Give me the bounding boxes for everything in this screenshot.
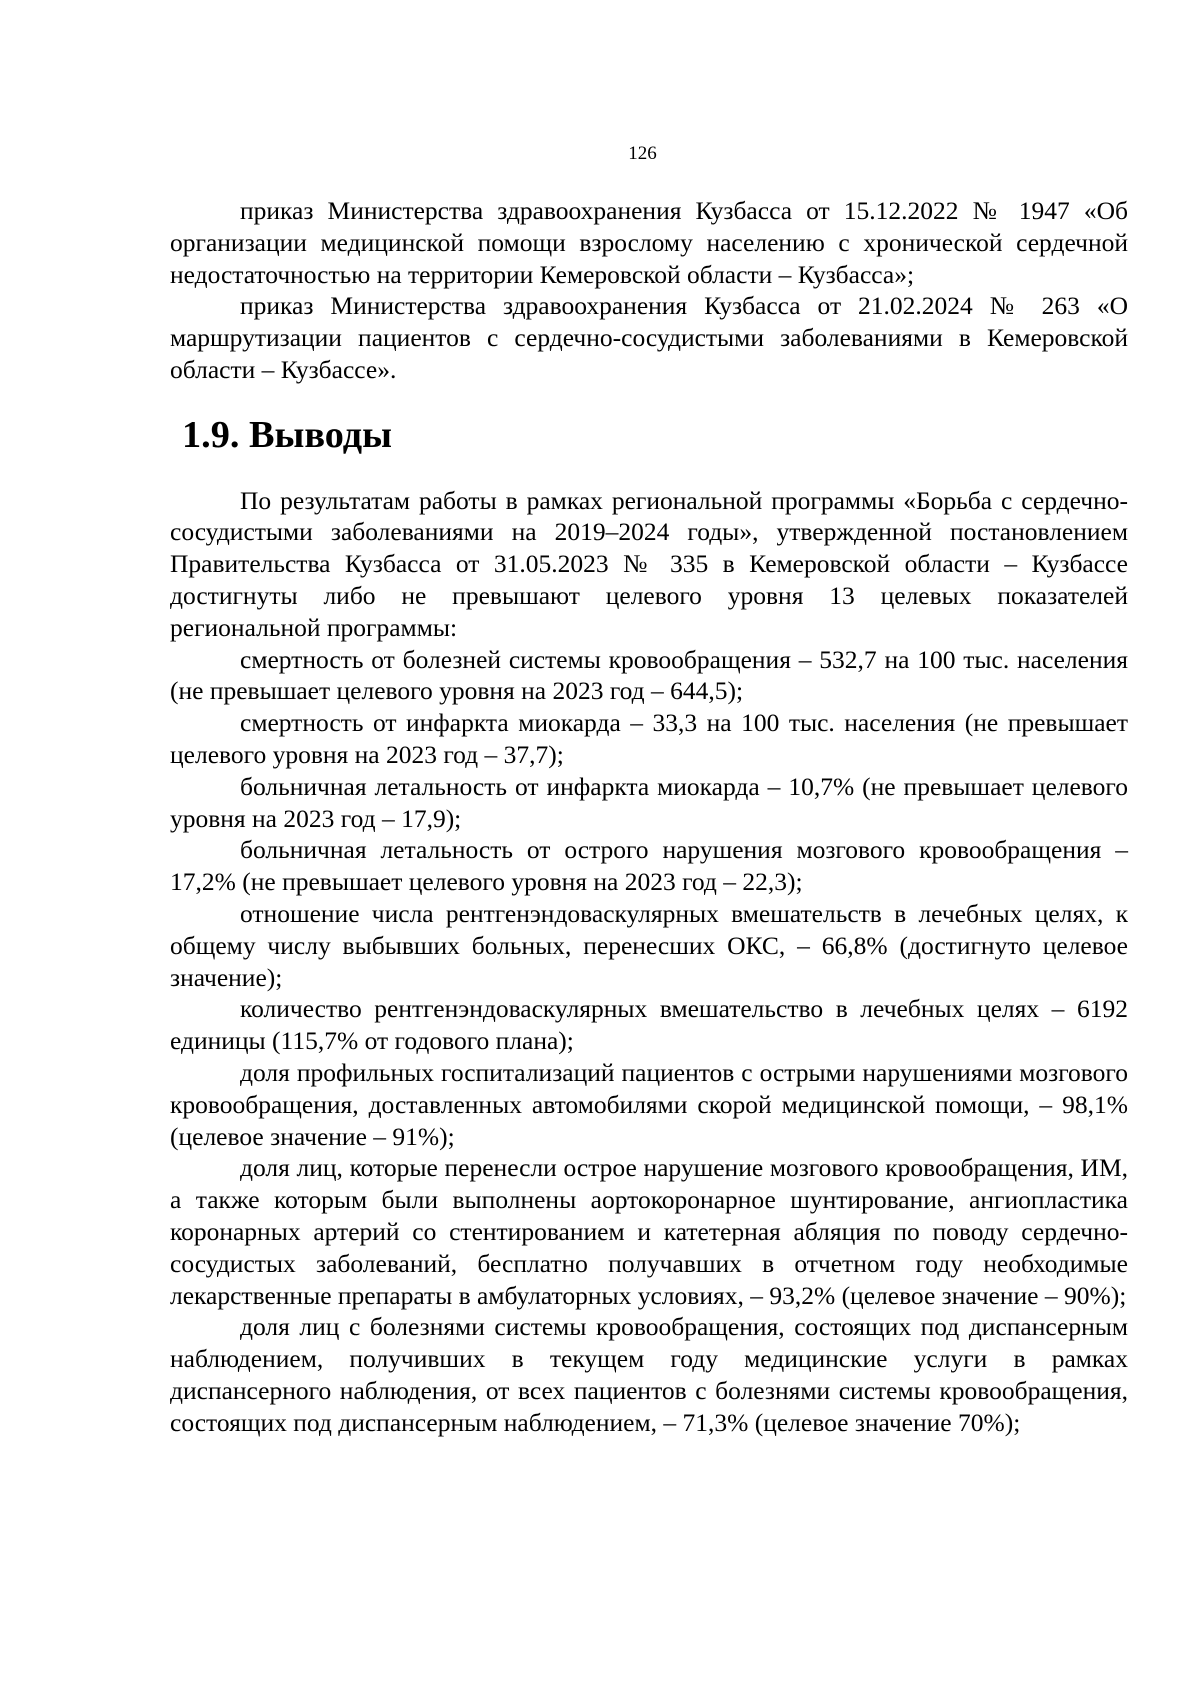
list-item: больничная летальность от острого нарушения мозгового кровообращения – 17,2% (не превышает целевого уровня на 2023 год – 22,3); <box>170 835 1128 897</box>
intro-paragraph: приказ Министерства здравоохранения Кузбасса от 21.02.2024 № 263 «О маршрутизации пациентов с сердечно-сосудистыми заболеваниями в Кемеровской области – Кузбассе». <box>170 291 1128 384</box>
list-item: доля профильных госпитализаций пациентов с острыми нарушениями мозгового кровообращения, доставленных автомобилями скорой медицинской помощи, – 98,1% (целевое значение – 91%); <box>170 1057 1128 1151</box>
page-content <box>170 195 1128 1438</box>
list-item: больничная летальность от инфаркта миокарда – 10,7% (не превышает целевого уровня на 2023 год – 17,9); <box>170 771 1128 833</box>
list-item: отношение числа рентгенэндоваскулярных вмешательств в лечебных целях, к общему числу выбывших больных, перенесших ОКС, – 66,8% (достигнуто целевое значение); <box>170 898 1128 992</box>
section-lead-paragraph: По результатам работы в рамках региональной программы «Борьба с сердечно-сосудистыми заболеваниями на 2019–2024 годы», утвержденной постановлением Правительства Кузбасса от 31.05.2023 № 335 в Кемеровской области – Кузбассе достигнуты либо не превышают целевого уровня 13 целевых показателей региональной программы: <box>170 485 1128 642</box>
page-number: 126 <box>628 143 657 164</box>
list-item: смертность от болезней системы кровообращения – 532,7 на 100 тыс. населения (не превышает целевого уровня на 2023 год – 644,5); <box>170 644 1128 706</box>
section-heading-text: 1.9. Выводы <box>182 413 392 456</box>
list-item: доля лиц, которые перенесли острое нарушение мозгового кровообращения, ИМ, а также которым были выполнены аортокоронарное шунтирование, ангиопластика коронарных артерий со стентированием и катетерная абляция по поводу сердечно-сосудистых заболеваний, бесплатно получавших в отчетном году необходимые лекарственные препараты в амбулаторных условиях, – 93,2% (целевое значение – 90%); <box>170 1153 1128 1310</box>
intro-paragraph: приказ Министерства здравоохранения Кузбасса от 15.12.2022 № 1947 «Об организации медицинской помощи взрослому населению с хронической сердечной недостаточностью на территории Кемеровской области – Кузбасса»; <box>170 196 1128 289</box>
section-heading <box>170 413 1128 456</box>
list-item: смертность от инфаркта миокарда – 33,3 на 100 тыс. населения (не превышает целевого уровня на 2023 год – 37,7); <box>170 708 1128 769</box>
list-item: количество рентгенэндоваскулярных вмешательство в лечебных целях – 6192 единицы (115,7% от годового плана); <box>170 994 1128 1056</box>
list-item: доля лиц с болезнями системы кровообращения, состоящих под диспансерным наблюдением, получивших в текущем году медицинские услуги в рамках диспансерного наблюдения, от всех пациентов с болезнями системы кровообращения, состоящих под диспансерным наблюдением, – 71,3% (целевое значение 70%); <box>170 1312 1128 1437</box>
